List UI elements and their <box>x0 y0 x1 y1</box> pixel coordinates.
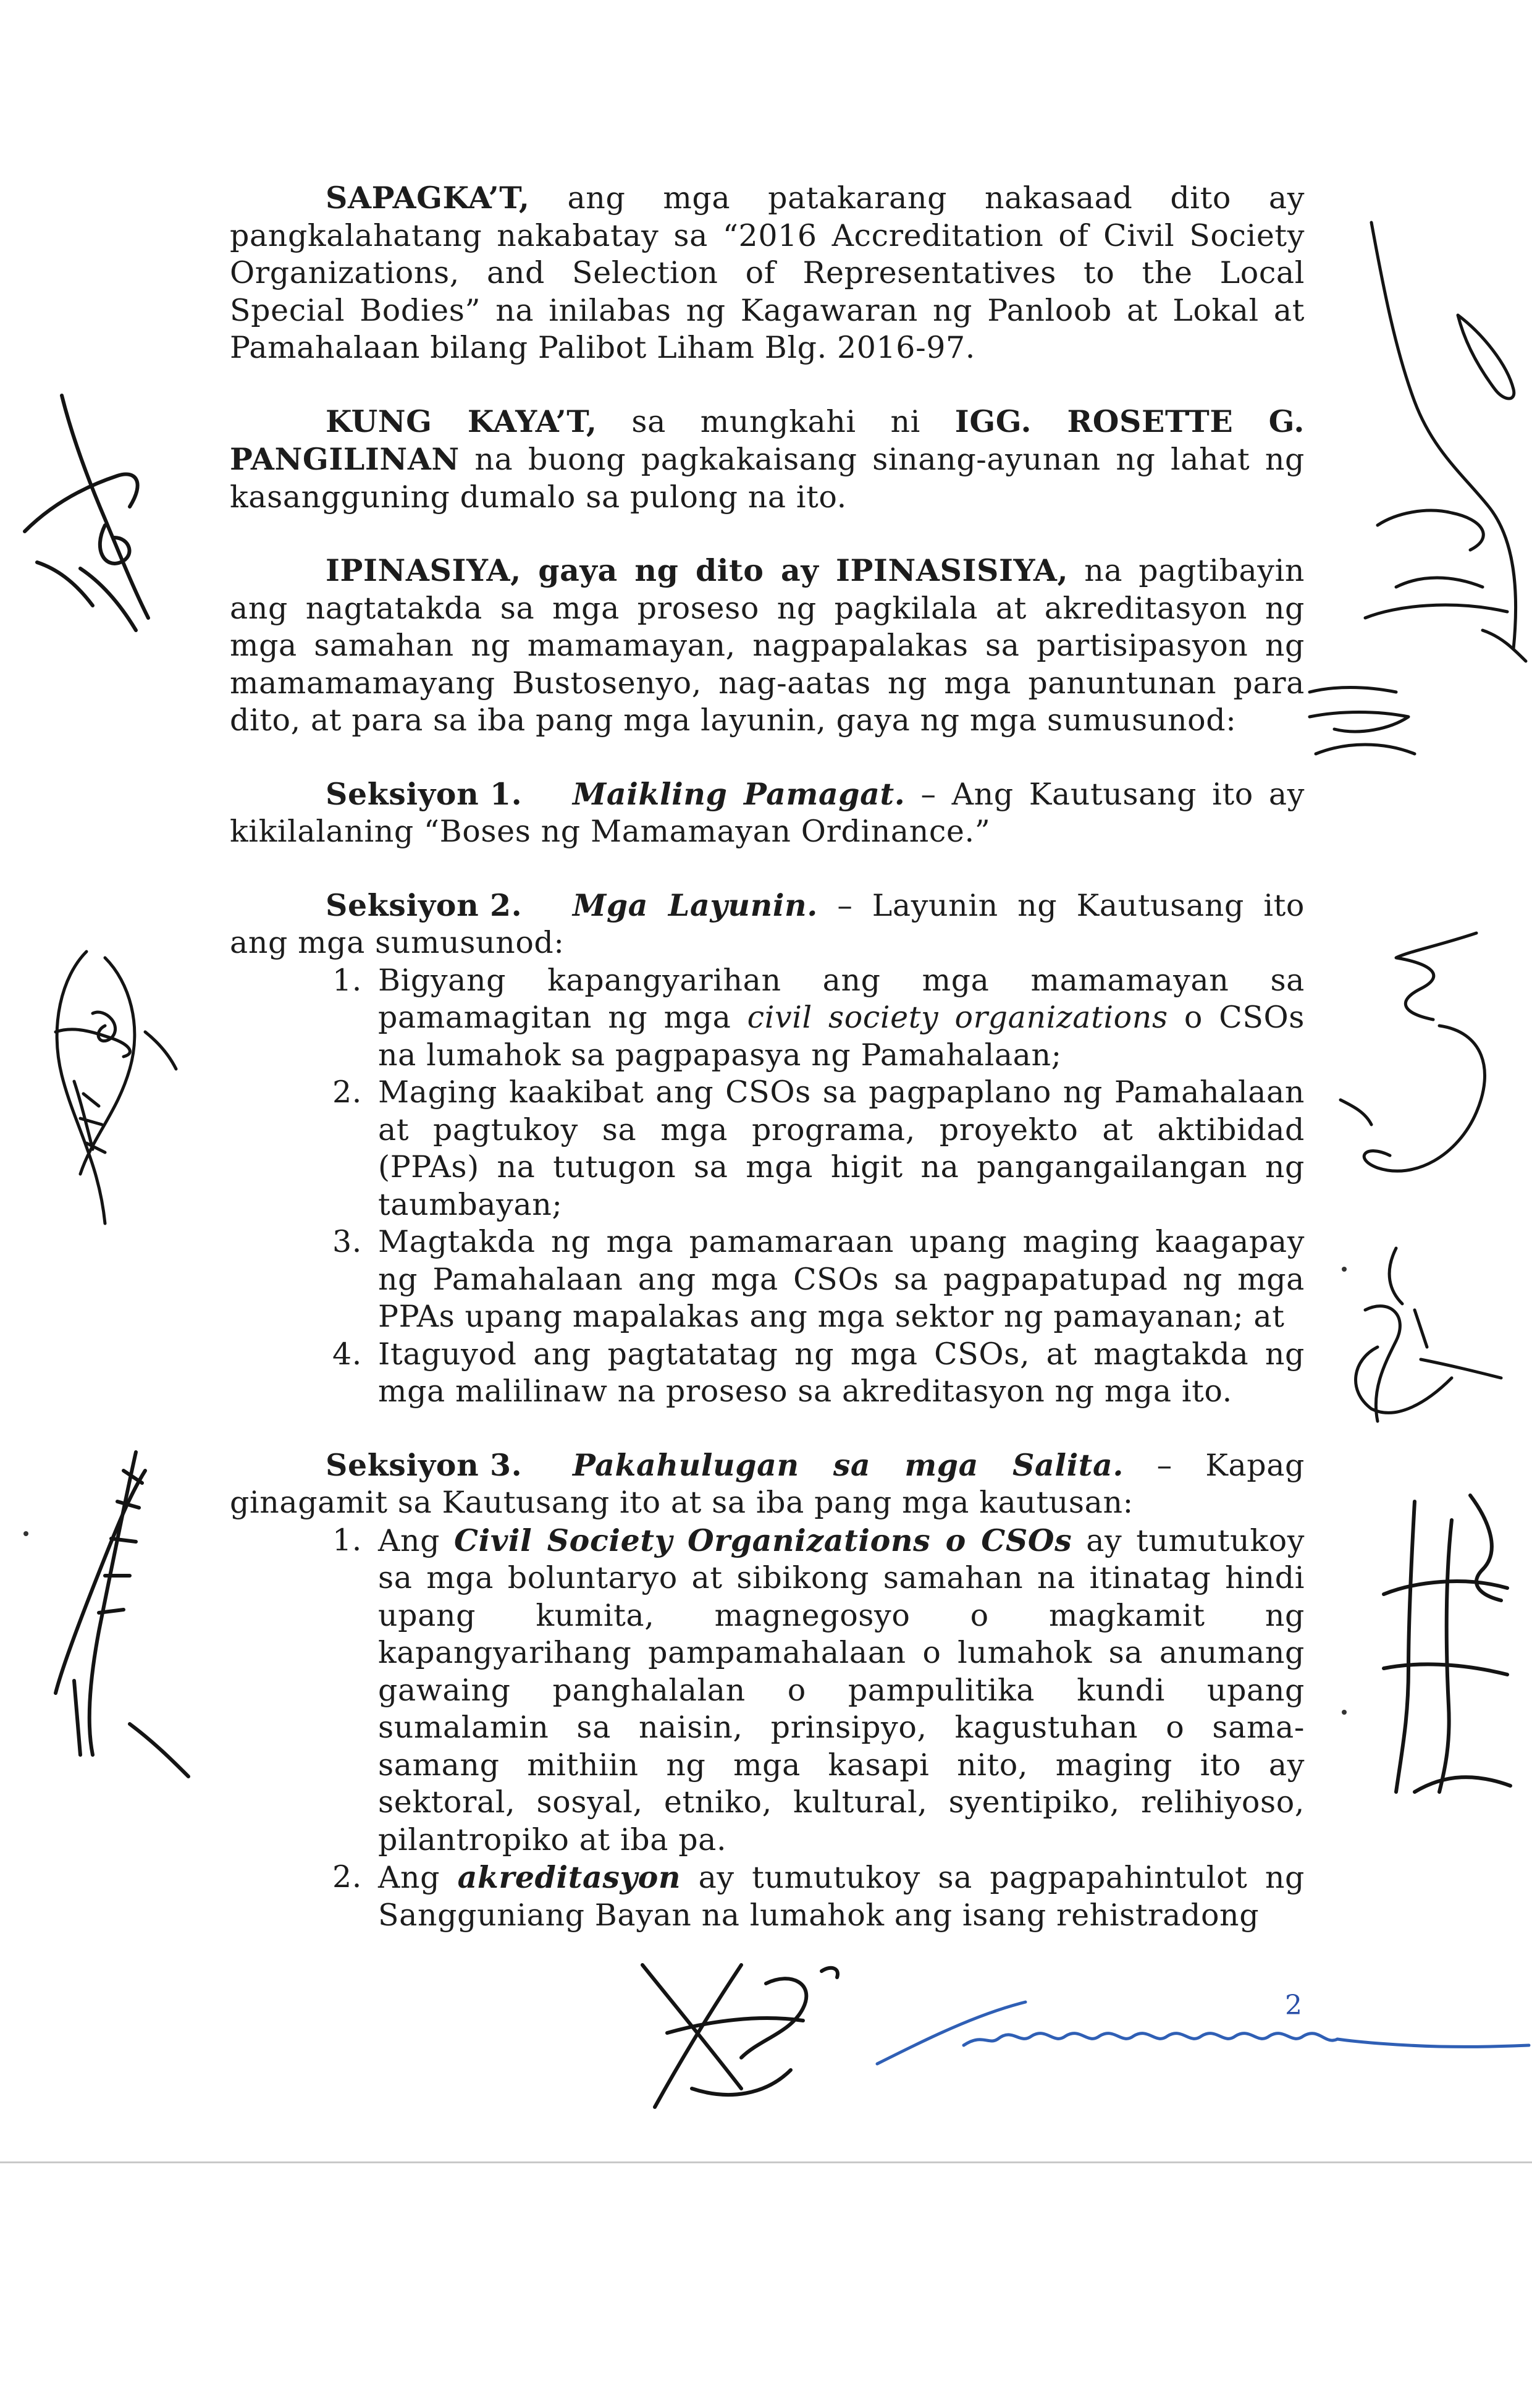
section-3-title: Pakahulugan sa mga Salita. <box>573 1447 1124 1483</box>
list-item-text-after: o CSOs na lumahok sa pagpapasya ng Pamahalaan; <box>378 1000 1305 1073</box>
signature-left-middle <box>37 939 185 1242</box>
sapagkat-text: ang mga patakarang nakasaad dito ay pangkalahatang nakabatay sa “2016 Accreditation of Civil Society Organizations, and Selection of Representatives to the Local Special Bodies” na inilabas ng Kagawaran ng Panloob at Lokal at Pamahalaan bilang Palibot Liham Blg. 2016-97. <box>230 180 1305 365</box>
signature-left-top <box>12 383 173 643</box>
list-item-text-before: Ang <box>378 1860 458 1895</box>
signature-right-2 <box>1328 921 1526 1217</box>
section-1-title: Maikling Pamagat. <box>573 775 906 812</box>
list-item-text-before: Ang <box>378 1523 454 1558</box>
ink-dot <box>23 1531 28 1536</box>
section-1-heading <box>230 775 1305 851</box>
paragraph-sapagkat <box>230 179 1305 367</box>
list-item-text-after: ay tumutukoy sa mga boluntaryo at sibikong samahan na itinatag hindi upang kumita, magnegosyo o magkamit ng kapangyarihang pampamahalaan o lumahok sa anumang gawaing panghalalan o pampulitika kundi upang sumalamin sa naisin, prinsipyo, kagustuhan o sama-samang mithiin ng mga kasapi nito, maging ito ay sektoral, sosyal, etniko, kultural, syentipiko, relihiyoso, pilantropiko at iba pa. <box>378 1523 1305 1857</box>
kung-kayat-lead: KUNG KAYA’T, <box>326 403 597 439</box>
signature-left-bottom <box>37 1434 198 1780</box>
section-2-list <box>230 962 1305 1411</box>
ipinasiya-lead: IPINASIYA, gaya ng dito ay IPINASISIYA, <box>326 552 1069 588</box>
list-item <box>230 1223 1305 1336</box>
paragraph-kung-kayat <box>230 403 1305 517</box>
ink-dot <box>1342 1267 1347 1272</box>
list-item-text: Magtakda ng mga pamamaraan upang maging kaagapay ng Pamahalaan ang mga CSOs sa pagpapatupad ng mga PPAs upang mapalakas ang mga sektor ng pamayanan; at <box>378 1224 1305 1334</box>
list-item-text-after: ay tumutukoy sa pagpapahintulot ng Sangguniang Bayan na lumahok ang isang rehistradong <box>378 1860 1305 1933</box>
kung-kayat-text-before: sa mungkahi ni <box>597 403 955 439</box>
list-item <box>230 1859 1305 1934</box>
list-item-text: Maging kaakibat ang CSOs sa pagpaplano ng Pamahalaan at pagtukoy sa mga programa, proyekto at aktibidad (PPAs) na tutugon sa mga higit na pangangailangan ng taumbayan; <box>378 1075 1305 1222</box>
list-item <box>230 1522 1305 1859</box>
signature-bottom-center <box>618 1946 877 2132</box>
section-3-label: Seksiyon 3. <box>326 1447 523 1483</box>
page-number: 2 <box>1285 1990 1302 2021</box>
section-3-text: – Kapag ginagamit sa Kautusang ito at sa iba pang mga kautusan: <box>230 1447 1305 1520</box>
list-item-text-before: Bigyang kapangyarihan ang mga mamamayan sa pamamagitan ng mga <box>378 962 1305 1035</box>
list-item-number: 2. <box>332 1859 362 1895</box>
signature-right-5 <box>1297 667 1421 785</box>
ink-dot <box>1342 1710 1347 1715</box>
paragraph-ipinasiya <box>230 552 1305 740</box>
section-2-label: Seksiyon 2. <box>326 887 523 923</box>
section-2-text: – Layunin ng Kautusang ito ang mga sumusunod: <box>230 887 1305 960</box>
sapagkat-lead: SAPAGKA’T, <box>326 180 530 216</box>
list-item-number: 2. <box>332 1075 362 1110</box>
section-2-heading <box>230 887 1305 962</box>
list-item-emphasis: civil society organizations <box>747 1000 1168 1035</box>
signature-right-1 <box>1359 216 1532 698</box>
section-2 <box>230 887 1305 1411</box>
ipinasiya-text: na pagtibayin ang nagtatakda sa mga proseso ng pagkilala at akreditasyon ng mga samahan ng mamamayan, nagpapalakas sa partisipasyon ng mamamamayang Bustosenyo, nag-aatas ng mga panuntunan para dito, at para sa iba pang mga layunin, gaya ng mga sumusunod: <box>230 553 1305 738</box>
list-item <box>230 1074 1305 1223</box>
kung-kayat-text-after: na buong pagkakaisang sinang-ayunan ng lahat ng kasangguning dumalo sa pulong na ito. <box>230 442 1305 515</box>
page-bottom-edge <box>0 2161 1532 2163</box>
section-2-title: Mga Layunin. <box>573 887 818 923</box>
section-3-heading <box>230 1447 1305 1522</box>
list-item-number: 3. <box>332 1224 362 1259</box>
list-item-emphasis: akreditasyon <box>457 1859 681 1895</box>
list-item-number: 4. <box>332 1336 362 1372</box>
signature-right-4 <box>1378 1483 1520 1810</box>
list-item <box>230 1336 1305 1411</box>
signature-bottom-blue <box>865 1983 1532 2076</box>
document-body <box>230 179 1305 1970</box>
kung-kayat-name: IGG. ROSETTE G. PANGILINAN <box>230 403 1305 477</box>
section-1-text: – Ang Kautusang ito ay kikilalaning “Boses ng Mamamayan Ordinance.” <box>230 776 1305 849</box>
list-item-number: 1. <box>332 962 362 998</box>
list-item <box>230 962 1305 1075</box>
list-item-emphasis: Civil Society Organizations o CSOs <box>454 1522 1072 1558</box>
list-item-number: 1. <box>332 1522 362 1558</box>
section-3 <box>230 1447 1305 1935</box>
section-1 <box>230 775 1305 851</box>
section-3-list <box>230 1522 1305 1935</box>
list-item-text: Itaguyod ang pagtatatag ng mga CSOs, at magtakda ng mga malilinaw na proseso sa akreditasyon ng mga ito. <box>378 1336 1305 1409</box>
section-1-label: Seksiyon 1. <box>326 775 523 812</box>
signature-right-3 <box>1328 1236 1513 1440</box>
